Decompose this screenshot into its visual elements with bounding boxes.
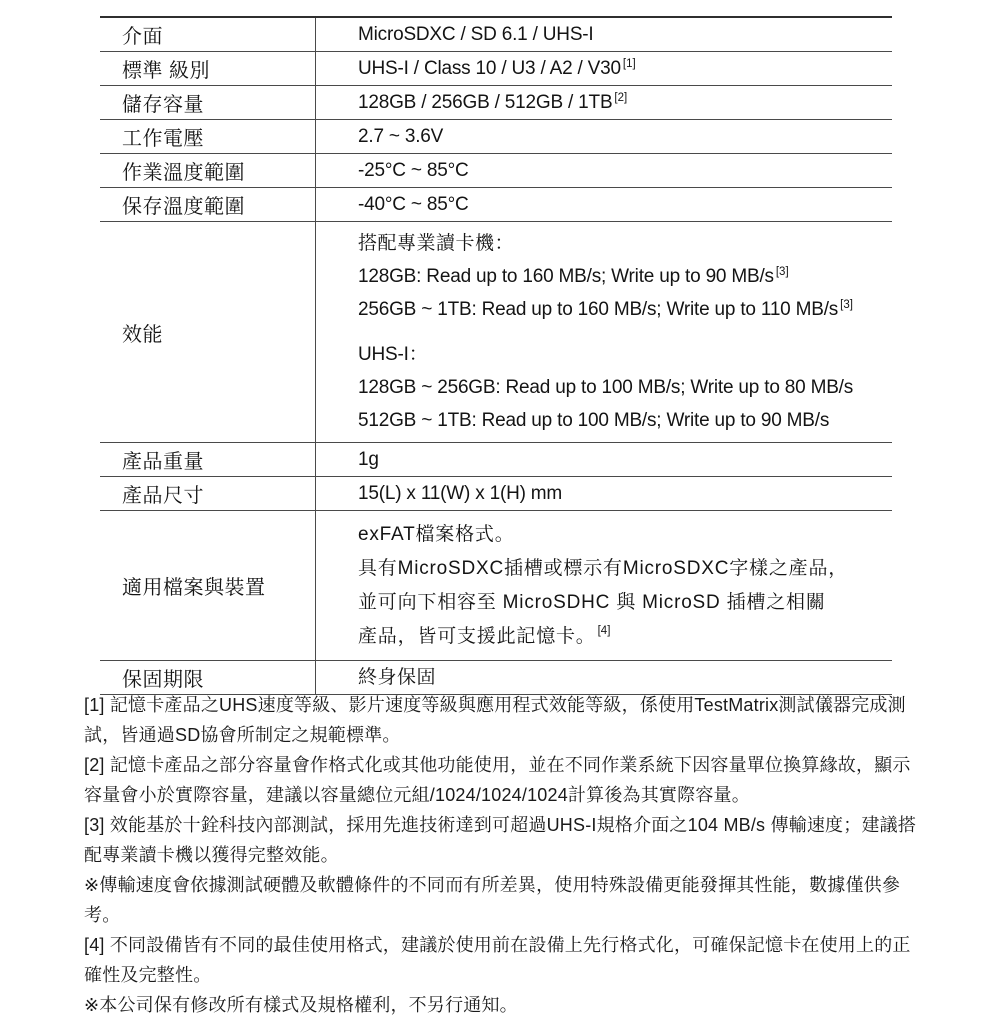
footnote-ref-4: [4] — [597, 625, 611, 638]
row-label — [100, 18, 315, 51]
row-label-text: 保存溫度範圍 — [122, 196, 245, 218]
row-label-text: 標準 級別 — [122, 60, 211, 82]
row-value-text: 2.7 ~ 3.6V — [358, 126, 444, 147]
spec-row-interface — [100, 18, 892, 52]
row-label-text: 工作電壓 — [122, 128, 204, 150]
footnote-ref-3: [3] — [775, 265, 789, 278]
row-label-text: 儲存容量 — [122, 94, 204, 116]
row-value-text: -25°C ~ 85°C — [358, 160, 469, 181]
row-value — [315, 188, 892, 221]
row-label-text: 產品尺寸 — [122, 485, 204, 507]
row-label — [100, 511, 315, 660]
row-label-text: 作業溫度範圍 — [122, 162, 245, 184]
compat-line: exFAT檔案格式。 — [358, 523, 515, 545]
spec-row-weight — [100, 443, 892, 477]
perf-line: 512GB ~ 1TB: Read up to 100 MB/s; Write up to 90 MB/s — [358, 410, 830, 431]
row-value — [315, 120, 892, 153]
footnote-ref-1: [1] — [622, 57, 636, 70]
footnote-3: [3] 效能基於十銓科技內部測試，採用先進技術達到可超過UHS-I規格介面之104 MB/s 傳輸速度；建議搭配專業讀卡機以獲得完整效能。 — [84, 815, 917, 865]
spec-row-dimensions — [100, 477, 892, 511]
compat-line: 產品，皆可支援此記憶卡。 — [358, 625, 596, 647]
row-value — [315, 154, 892, 187]
row-value-text: 128GB / 256GB / 512GB / 1TB — [358, 92, 613, 113]
row-label — [100, 120, 315, 153]
spec-row-standard-class — [100, 52, 892, 86]
footnote-2: [2] 記憶卡產品之部分容量會作格式化或其他功能使用，並在不同作業系統下因容量單位換算緣故，顯示容量會小於實際容量，建議以容量總位元組/1024/1024/1024計算後為其實際容量。 — [84, 755, 911, 805]
row-label — [100, 477, 315, 510]
row-label-text: 介面 — [122, 26, 163, 48]
spec-row-operating-voltage — [100, 120, 892, 154]
row-value-text: 終身保固 — [358, 667, 437, 688]
row-label — [100, 188, 315, 221]
footnotes-section — [84, 690, 918, 1020]
footnote-4: [4] 不同設備皆有不同的最佳使用格式，建議於使用前在設備上先行格式化，可確保記憶卡在使用上的正確性及完整性。 — [84, 935, 911, 985]
row-label-text: 效能 — [122, 323, 163, 346]
footnote-rights-note: ※本公司保有修改所有樣式及規格權利，不另行通知。 — [84, 995, 518, 1015]
row-label — [100, 443, 315, 476]
row-value — [315, 443, 892, 476]
row-value — [315, 52, 892, 85]
footnote-ref-3: [3] — [840, 298, 853, 311]
compat-line: 並可向下相容至 MicroSDHC 與 MicroSD 插槽之相關 — [358, 591, 826, 613]
perf-line: 128GB: Read up to 160 MB/s; Write up to 90 MB/s — [358, 266, 774, 287]
row-value-text: 1g — [358, 449, 379, 470]
row-label-text: 保固期限 — [122, 669, 204, 691]
perf-line: UHS-I： — [358, 344, 428, 365]
footnote-1: [1] 記憶卡產品之UHS速度等級、影片速度等級與應用程式效能等級，係使用TestMatrix測試儀器完成測試，皆通過SD協會所制定之規範標準。 — [84, 695, 906, 745]
perf-line: 搭配專業讀卡機： — [358, 233, 515, 254]
perf-line: 256GB ~ 1TB: Read up to 160 MB/s; Write up to 110 MB/s — [358, 299, 839, 320]
compat-line: 具有MicroSDXC插槽或標示有MicroSDXC字樣之產品， — [358, 557, 849, 579]
spec-row-capacity — [100, 86, 892, 120]
spec-row-performance — [100, 222, 892, 443]
row-label — [100, 86, 315, 119]
row-value — [315, 86, 892, 119]
row-label-text: 適用檔案與裝置 — [122, 577, 266, 599]
row-value — [315, 477, 892, 510]
row-label — [100, 222, 315, 442]
spec-table — [100, 16, 892, 695]
perf-line-gap — [358, 326, 886, 338]
row-label — [100, 52, 315, 85]
row-value-text: UHS-I / Class 10 / U3 / A2 / V30 — [358, 58, 621, 79]
perf-line: 128GB ~ 256GB: Read up to 100 MB/s; Write up to 80 MB/s — [358, 377, 854, 398]
row-value-text: 15(L) x 11(W) x 1(H) mm — [358, 483, 563, 504]
spec-row-storage-temperature — [100, 188, 892, 222]
row-value — [315, 222, 892, 442]
row-value — [315, 511, 892, 660]
row-value — [315, 18, 892, 51]
spec-row-compatibility — [100, 511, 892, 661]
row-value-text: -40°C ~ 85°C — [358, 194, 469, 215]
footnote-ref-2: [2] — [614, 91, 628, 104]
footnote-transfer-speed-note: ※傳輸速度會依據測試硬體及軟體條件的不同而有所差異，使用特殊設備更能發揮其性能，數據僅供參考。 — [84, 875, 901, 925]
spec-row-operating-temperature — [100, 154, 892, 188]
row-label — [100, 154, 315, 187]
row-value-text: MicroSDXC / SD 6.1 / UHS-I — [358, 24, 594, 45]
row-label-text: 產品重量 — [122, 451, 204, 473]
